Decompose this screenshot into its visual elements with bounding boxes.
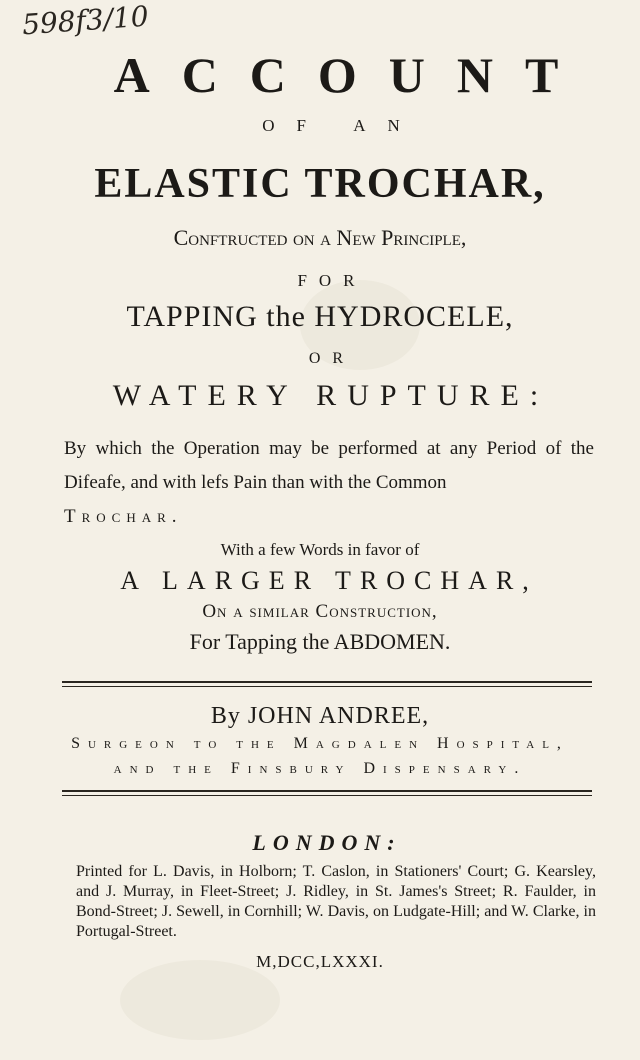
author-surgeon: Surgeon to the Magdalen Hospital,: [71, 735, 569, 752]
title-or: OR: [308, 350, 356, 367]
description-paragraph: [64, 432, 594, 534]
subtitle-tapping-abdomen: For Tapping the ABDOMEN.: [189, 629, 451, 654]
imprint-printers: Printed for L. Davis, in Holborn; T. Caslon, in Stationers' Court; G. Kearsley, and J. Murray, in Fleet-Street; J. Ridley, in St. James's Street; R. Faulder, in Bond-Street; J. Sewell, in Cornhill; W. Davis, on Ludgate-Hill; and W. Clarke, in Portugal-Street.: [76, 863, 596, 940]
description-text: By which the Operation may be performed at any Period of the Difeafe, and with lefs Pain than with the Common: [64, 438, 594, 493]
title-watery-rupture: WATERY RUPTURE:: [112, 379, 550, 412]
paper-stain: [120, 960, 280, 1040]
title-elastic-trochar: ELASTIC TROCHAR,: [94, 161, 546, 207]
description-trochar: Trochar.: [64, 506, 183, 527]
rule-top-thin: [62, 686, 592, 687]
author-name: By JOHN ANDREE,: [210, 703, 430, 729]
subtitle-few-words: With a few Words in favor of: [220, 540, 420, 559]
title-constructed: Conftructed on a New Principle,: [173, 225, 467, 250]
author-finsbury: and the Finsbury Dispensary.: [113, 760, 527, 777]
rule-top: [62, 681, 592, 683]
title-account: ACCOUNT: [113, 47, 591, 103]
rule-bottom: [62, 790, 592, 792]
imprint-date: M,DCC,LXXXI.: [256, 952, 384, 971]
title-of-an: OF AN: [262, 116, 422, 135]
subtitle-similar-construction: On a similar Construction,: [202, 601, 438, 622]
imprint-city: LONDON:: [252, 830, 402, 855]
rule-bottom-thin: [62, 795, 592, 796]
subtitle-larger-trochar: A LARGER TROCHAR,: [120, 566, 538, 595]
title-tapping-hydrocele: TAPPING the HYDROCELE,: [126, 300, 514, 333]
title-for: FOR: [297, 271, 367, 290]
handwritten-note: 598f3/10: [21, 0, 150, 42]
